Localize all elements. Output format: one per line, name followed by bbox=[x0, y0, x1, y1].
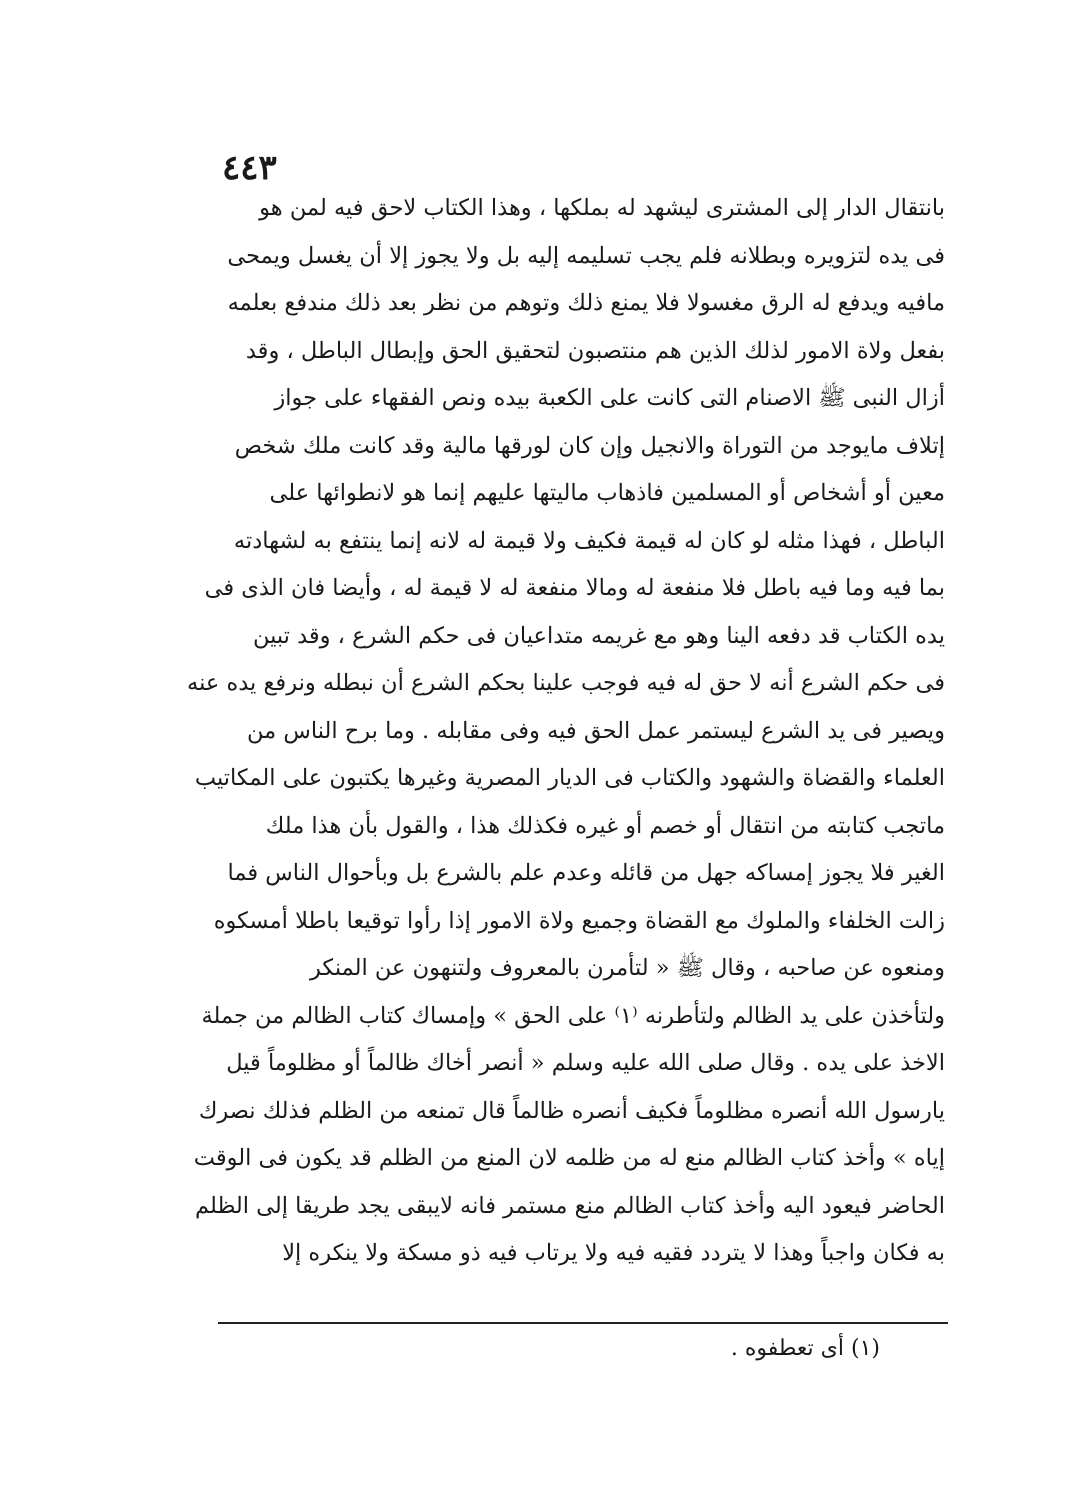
text-line: إتلاف مايوجد من التوراة والانجيل وإن كان لورقها مالية وقد كانت ملك شخص bbox=[234, 432, 945, 459]
text-line: بما فيه وما فيه باطل فلا منفعة له ومالا منفعة له لا قيمة له ، وأيضا فان الذى فى bbox=[204, 575, 945, 601]
text-line: ماتجب كتابته من انتقال أو خصم أو غيره فكذلك هذا ، والقول بأن هذا ملك bbox=[265, 812, 945, 839]
text-line: مافيه ويدفع له الرق مغسولا فلا يمنع ذلك وتوهم من نظر بعد ذلك مندفع بعلمه bbox=[227, 290, 945, 316]
text-line: ومنعوه عن صاحبه ، وقال ﷺ « لتأمرن بالمعروف ولتنهون عن المنكر bbox=[310, 955, 945, 981]
text-line: به فكان واجباً وهذا لا يتردد فقيه فيه ولا يرتاب فيه ذو مسكة ولا ينكره إلا bbox=[282, 1240, 945, 1266]
text-line: ولتأخذن على يد الظالم ولتأطرنه ⁽١⁾ على الحق » وإمساك كتاب الظالم من جملة bbox=[201, 1002, 945, 1029]
text-line: يارسول الله أنصره مظلوماً فكيف أنصره ظالماً قال تمنعه من الظلم فذلك نصرك bbox=[198, 1097, 945, 1124]
text-line: بفعل ولاة الامور لذلك الذين هم منتصبون لتحقيق الحق وإبطال الباطل ، وقد bbox=[245, 337, 945, 364]
text-line: الغير فلا يجوز إمساكه جهل من قائله وعدم علم بالشرع بل وبأحوال الناس فما bbox=[227, 860, 945, 886]
footnote: (١) أى تعطفوه . bbox=[730, 1336, 880, 1361]
text-line: معين أو أشخاص أو المسلمين فاذهاب ماليتها عليهم إنما هو لانطوائها على bbox=[269, 480, 945, 506]
text-line: يده الكتاب قد دفعه الينا وهو مع غريمه متداعيان فى حكم الشرع ، وقد تبين bbox=[252, 622, 945, 649]
text-line: فى حكم الشرع أنه لا حق له فيه فوجب علينا بحكم الشرع أن نبطله ونرفع يده عنه bbox=[187, 670, 945, 696]
text-line: زالت الخلفاء والملوك مع القضاة وجميع ولاة الامور إذا رأوا توقيعا باطلا أمسكوه bbox=[213, 907, 945, 934]
text-line: ويصير فى يد الشرع ليستمر عمل الحق فيه وفى مقابله . وما برح الناس من bbox=[247, 717, 945, 744]
text-line: الباطل ، فهذا مثله لو كان له قيمة فكيف ولا قيمة له لانه إنما ينتفع به لشهادته bbox=[233, 527, 945, 554]
footnote-divider bbox=[218, 1322, 948, 1324]
page-number: ٤٤٣ bbox=[222, 148, 277, 188]
text-line: الحاضر فيعود اليه وأخذ كتاب الظالم منع مستمر فانه لايبقى يجد طريقا إلى الظلم bbox=[195, 1192, 945, 1219]
text-line: أزال النبى ﷺ الاصنام التى كانت على الكعبة بيده ونص الفقهاء على جواز bbox=[274, 385, 945, 411]
text-line: إياه » وأخذ كتاب الظالم منع له من ظلمه لان المنع من الظلم قد يكون فى الوقت bbox=[193, 1145, 945, 1171]
text-line: العلماء والقضاة والشهود والكتاب فى الديار المصرية وغيرها يكتبون على المكاتيب bbox=[194, 765, 945, 791]
text-line: بانتقال الدار إلى المشترى ليشهد له بملكها ، وهذا الكتاب لاحق فيه لمن هو bbox=[259, 195, 945, 221]
text-line: الاخذ على يده . وقال صلى الله عليه وسلم « أنصر أخاك ظالماً أو مظلوماً قيل bbox=[226, 1050, 945, 1076]
text-line: فى يده لتزويره وبطلانه فلم يجب تسليمه إليه بل ولا يجوز إلا أن يغسل ويمحى bbox=[227, 242, 945, 269]
body-text bbox=[140, 185, 945, 1278]
